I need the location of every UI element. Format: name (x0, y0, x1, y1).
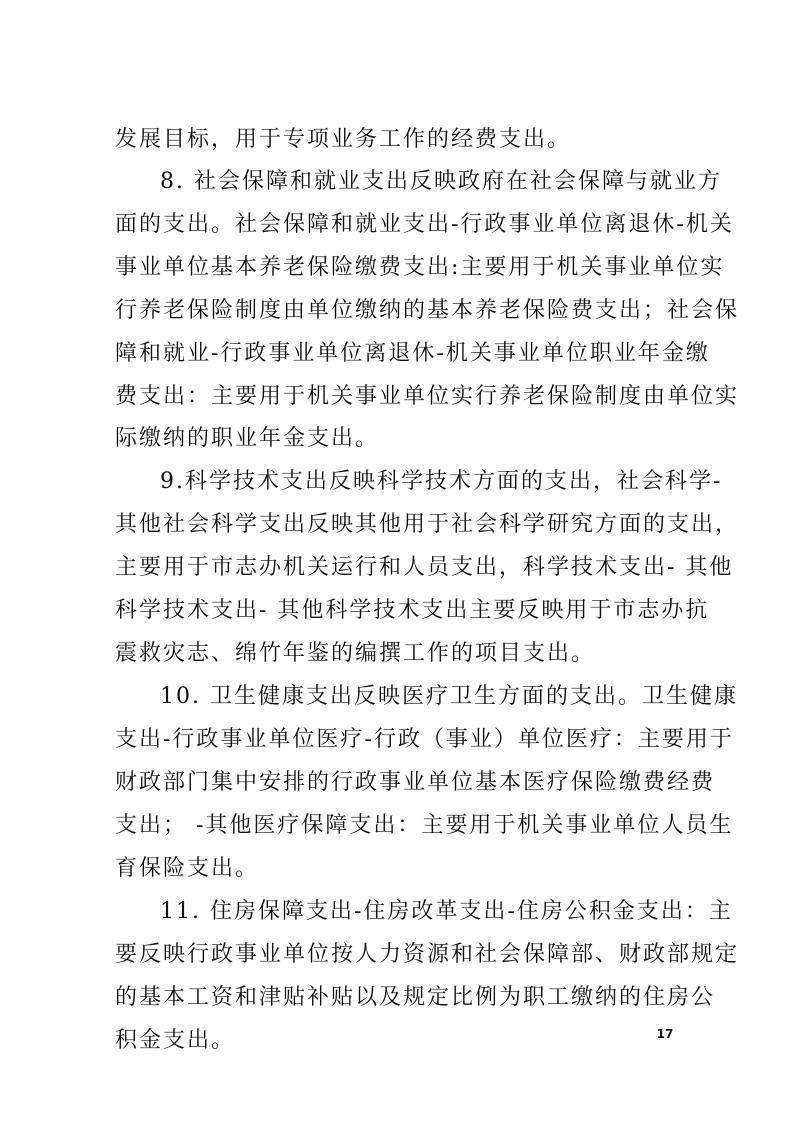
paragraph-line: 障和就业-行政事业单位离退休-机关事业单位职业年金缴 (115, 341, 710, 366)
paragraph-line: 面的支出。社会保障和就业支出-行政事业单位离退休-机关 (115, 212, 734, 237)
paragraph-line: 要反映行政事业单位按人力资源和社会保障部、财政部规定 (115, 942, 740, 967)
paragraph-line: 支出-行政事业单位医疗-行政（事业）单位医疗：主要用于 (115, 727, 734, 752)
paragraph-line: 积金支出。 (115, 1028, 236, 1053)
paragraph-line: 其他社会科学支出反映其他用于社会科学研究方面的支出， (115, 512, 740, 537)
paragraph-line: 发展目标，用于专项业务工作的经费支出。 (115, 127, 572, 152)
paragraph-line: 财政部门集中安排的行政事业单位基本医疗保险缴费经费 (115, 770, 716, 795)
paragraph-line: 费支出：主要用于机关事业单位实行养老保险制度由单位实 (115, 384, 740, 409)
paragraph-line: 11. 住房保障支出-住房改革支出-住房公积金支出：主 (160, 899, 733, 924)
paragraph-line: 10. 卫生健康支出反映医疗卫生方面的支出。卫生健康 (160, 684, 738, 709)
paragraph-line: 震救灾志、绵竹年鉴的编撰工作的项目支出。 (115, 641, 596, 666)
paragraph-line: 行养老保险制度由单位缴纳的基本养老保险费支出；社会保 (115, 298, 740, 323)
paragraph-line: 主要用于市志办机关运行和人员支出，科学技术支出- 其他 (115, 555, 734, 580)
paragraph-line: 际缴纳的职业年金支出。 (115, 426, 380, 451)
paragraph-line: 8. 社会保障和就业支出反映政府在社会保障与就业方 (160, 169, 722, 194)
paragraph-line: 科学技术支出- 其他科学技术支出主要反映用于市志办抗 (115, 598, 710, 623)
paragraph-line: 支出； -其他医疗保障支出：主要用于机关事业单位人员生 (115, 813, 734, 838)
paragraph-line: 9.科学技术支出反映科学技术方面的支出，社会科学- (160, 469, 723, 494)
paragraph-line: 的基本工资和津贴补贴以及规定比例为职工缴纳的住房公 (115, 985, 716, 1010)
page-number: 17 (656, 1027, 674, 1041)
paragraph-line: 育保险支出。 (115, 856, 260, 881)
paragraph-line: 事业单位基本养老保险缴费支出:主要用于机关事业单位实 (115, 255, 725, 280)
